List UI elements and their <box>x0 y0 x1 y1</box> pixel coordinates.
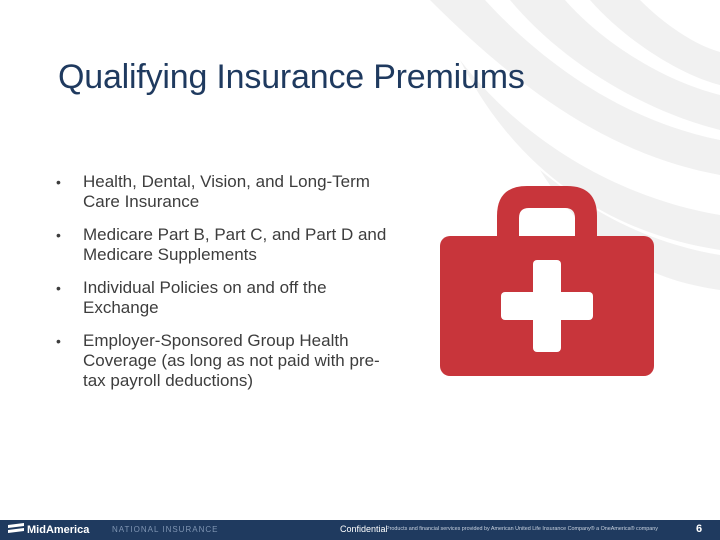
logo-subtitle: NATIONAL INSURANCE <box>112 525 219 534</box>
bullet-list <box>56 172 396 404</box>
logo-text: MidAmerica <box>27 524 90 536</box>
medical-bag-icon <box>440 178 654 376</box>
bullet-text: Medicare Part B, Part C, and Part D and Medicare Supplements <box>83 225 387 264</box>
bullet-item <box>56 225 396 265</box>
footer-bar <box>0 520 720 540</box>
bullet-item <box>56 278 396 318</box>
confidential-label: Confidential <box>340 524 388 534</box>
bullet-text: Health, Dental, Vision, and Long-Term Care Insurance <box>83 172 370 211</box>
page-number: 6 <box>696 523 703 535</box>
slide-title: Qualifying Insurance Premiums <box>58 58 525 96</box>
bullet-glyph: • <box>56 333 61 349</box>
bullet-item <box>56 172 396 212</box>
bullet-text: Individual Policies on and off the Exchange <box>83 278 327 317</box>
bullet-text: Employer-Sponsored Group Health Coverage (as long as not paid with pre-tax payroll deductions) <box>83 331 380 390</box>
bullet-item <box>56 331 396 391</box>
logo-mark-icon <box>8 523 24 534</box>
bullet-glyph: • <box>56 227 61 243</box>
bullet-glyph: • <box>56 174 61 190</box>
bullet-glyph: • <box>56 280 61 296</box>
company-logo <box>8 523 89 536</box>
footer-disclaimer: Products and financial services provided by American United Life Insurance Company® a OneAmerica® company <box>386 526 658 532</box>
